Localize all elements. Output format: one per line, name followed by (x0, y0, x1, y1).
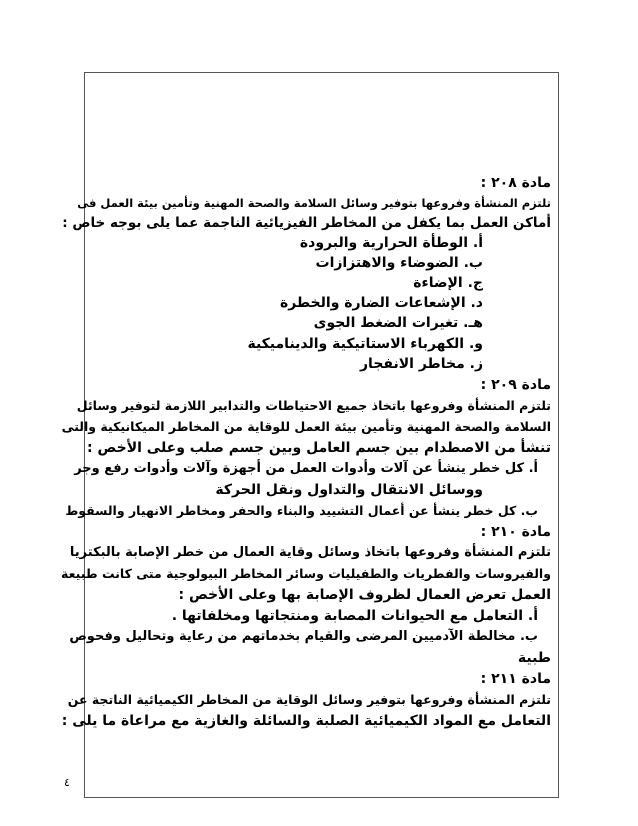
article-210-heading: مادة ٢١٠ : (480, 524, 551, 540)
article-209-intro-line-1: تلتزم المنشأة وفروعها باتخاذ جميع الاحتياطات والتدابير اللازمة لتوفير وسائل (76, 398, 551, 413)
article-208-intro-line-2: أماكن العمل بما يكفل من المخاطر الفيزيائية الناجمة عما يلى بوجه خاص : (62, 215, 551, 231)
article-210-intro-line-1: تلتزم المنشأة وفروعها باتخاذ وسائل وقاية العمال من خطر الإصابة بالبكتريا (69, 545, 551, 560)
article-210-intro-line-3: العمل تعرض العمال لظروف الإصابة بها وعلى الأخص : (178, 587, 551, 603)
article-209-item-a-line-2: ووسائل الانتقال والتداول ونقل الحركة (215, 482, 483, 498)
article-209-intro-line-2: السلامة والصحة المهنية وتأمين بيئة العمل للوقاية من المخاطر الميكانيكية والتى (61, 419, 551, 434)
article-209-item-b: ب. كل خطر ينشأ عن أعمال التشييد والبناء والحفر ومخاطر الانهيار والسقوط (65, 503, 538, 518)
article-210-item-a: أ. التعامل مع الحيوانات المصابة ومنتجاتها ومخلفاتها . (171, 608, 538, 624)
article-211-intro-line-2: التعامل مع المواد الكيميائية الصلبة والسائلة والغازية مع مراعاة ما يلى : (61, 713, 551, 729)
article-208-item: و. الكهرباء الاستاتيكية والديناميكية (247, 336, 483, 352)
article-208-intro-line-1: تلتزم المنشأة وفروعها بتوفير وسائل السلامة والصحة المهنية وتأمين بيئة العمل فى (77, 196, 551, 210)
article-210-item-b-line-2: طبية (517, 650, 551, 666)
article-208-item: ب. الضوضاء والاهتزازات (315, 255, 483, 271)
article-211-heading: مادة ٢١١ : (480, 671, 551, 687)
article-210-item-b-line-1: ب. مخالطة الآدميين المرضى والقيام بخدماتهم من رعاية وتحاليل وفحوص (69, 629, 538, 644)
article-208-heading: مادة ٢٠٨ : (480, 175, 551, 191)
article-208-item: أ. الوطأة الحرارية والبرودة (299, 235, 483, 251)
article-209-heading: مادة ٢٠٩ : (480, 377, 551, 393)
article-208-item: هـ. تغيرات الضغط الجوى (313, 315, 483, 331)
article-208-item: ز. مخاطر الانفجار (360, 356, 483, 372)
article-211-intro-line-1: تلتزم المنشأة وفروعها بتوفير وسائل الوقاية من المخاطر الكيميائية الناتجة عن (67, 692, 551, 707)
page-number: ٤ (64, 776, 70, 789)
article-208-item: ج. الإضاءة (413, 275, 483, 291)
article-209-item-a-line-1: أ. كل خطر ينشأ عن آلات وأدوات العمل من أجهزة وآلات وأدوات رفع وجر (74, 461, 538, 476)
article-210-intro-line-2: والفيروسات والفطريات والطفيليات وسائر المخاطر البيولوجية متى كانت طبيعة (61, 566, 551, 581)
chapter-title (0, 126, 638, 146)
article-208-item: د. الإشعاعات الضارة والخطرة (279, 295, 483, 311)
article-209-intro-line-3: تنشأ من الاصطدام بين جسم العامل وبين جسم صلب وعلى الأخص : (87, 440, 551, 456)
chapter-subtitle (0, 148, 638, 168)
